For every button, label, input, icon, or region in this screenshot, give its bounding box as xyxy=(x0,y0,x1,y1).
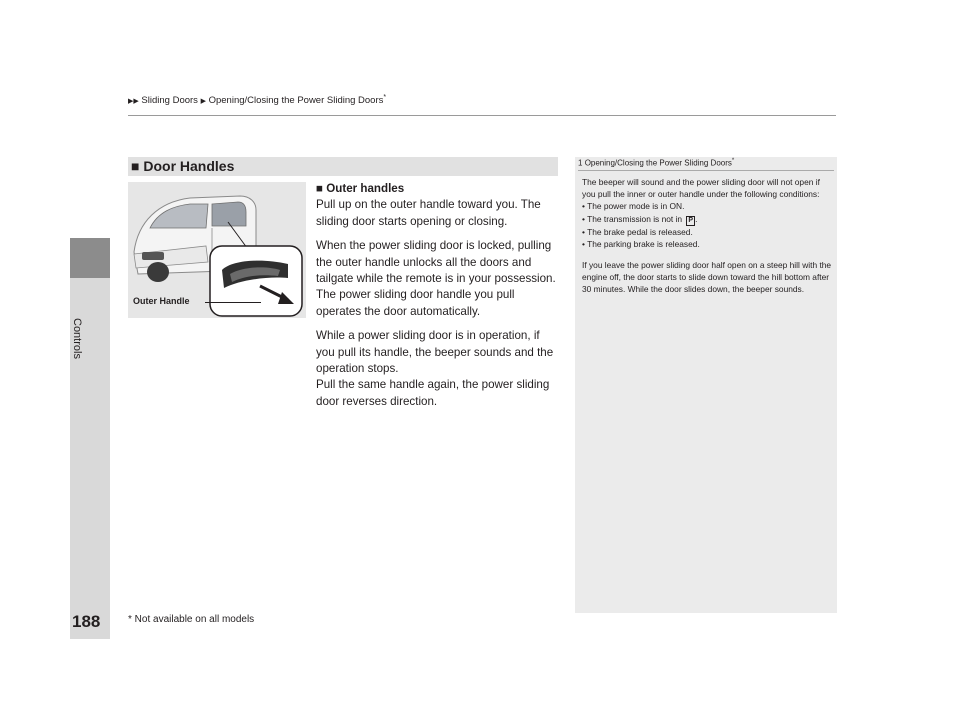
section-title-text: Door Handles xyxy=(143,158,235,174)
note-bullet: • The parking brake is released. xyxy=(582,238,700,249)
subheading xyxy=(316,181,561,197)
body-paragraph: Pull the same handle again, the power sliding door reverses direction. xyxy=(316,378,550,408)
body-paragraph: Pull up on the outer handle toward you. The sliding door starts opening or closing. xyxy=(316,198,541,228)
main-body xyxy=(316,181,561,410)
subheading-text: Outer handles xyxy=(326,182,405,195)
section-title xyxy=(131,157,234,176)
body-paragraph: While a power sliding door is in operation, if you pull its handle, the beeper sounds and the operation stops. xyxy=(316,329,554,376)
note-bullet: • The brake pedal is released. xyxy=(582,226,693,237)
header-rule xyxy=(128,115,836,116)
chapter-tab-marker xyxy=(70,238,110,278)
note-reference-icon: 1 xyxy=(578,158,583,168)
note-bullet: • The transmission is not in P . xyxy=(582,213,698,224)
breadcrumb-arrow-icon: ▶ xyxy=(200,98,206,106)
note-intro: The beeper will sound and the power sliding door will not open if you pull the inner or outer handle under the following conditions: xyxy=(582,177,820,200)
body-paragraph: When the power sliding door is locked, pulling the outer handle unlocks all the doors and tailgate while the remote is in your possession. The power sliding door handle you pull operates the door automatically. xyxy=(316,239,556,318)
note-rule xyxy=(578,170,834,171)
note-bullet: • The power mode is in ON. xyxy=(582,201,685,212)
chapter-label: Controls xyxy=(71,318,83,359)
note-heading xyxy=(578,158,734,168)
callout-leader-line xyxy=(205,302,261,303)
page-number: 188 xyxy=(72,612,101,631)
breadcrumb-arrow-icon: ▶▶ xyxy=(128,98,139,106)
note-body xyxy=(582,176,832,296)
section-marker: ■ xyxy=(131,158,140,174)
note-paragraph: If you leave the power sliding door half open on a steep hill with the engine off, the door starts to slide down toward the hill bottom after 30 minutes. While the door slides down, the beeper sounds. xyxy=(582,260,832,295)
breadcrumb-asterisk: * xyxy=(383,94,387,101)
breadcrumb-link-power-sliding-doors[interactable]: Opening/Closing the Power Sliding Doors xyxy=(208,95,384,107)
chapter-tab-strip xyxy=(70,238,110,639)
figure-callout-outer-handle: Outer Handle xyxy=(133,296,190,306)
note-asterisk: * xyxy=(731,158,735,164)
breadcrumb-link-sliding-doors[interactable]: Sliding Doors xyxy=(141,95,198,107)
park-position-icon: P xyxy=(688,216,694,224)
subheading-marker: ■ xyxy=(316,182,324,195)
footnote: * Not available on all models xyxy=(128,614,255,625)
note-title: Opening/Closing the Power Sliding Doors xyxy=(584,158,732,168)
breadcrumb xyxy=(128,94,386,106)
